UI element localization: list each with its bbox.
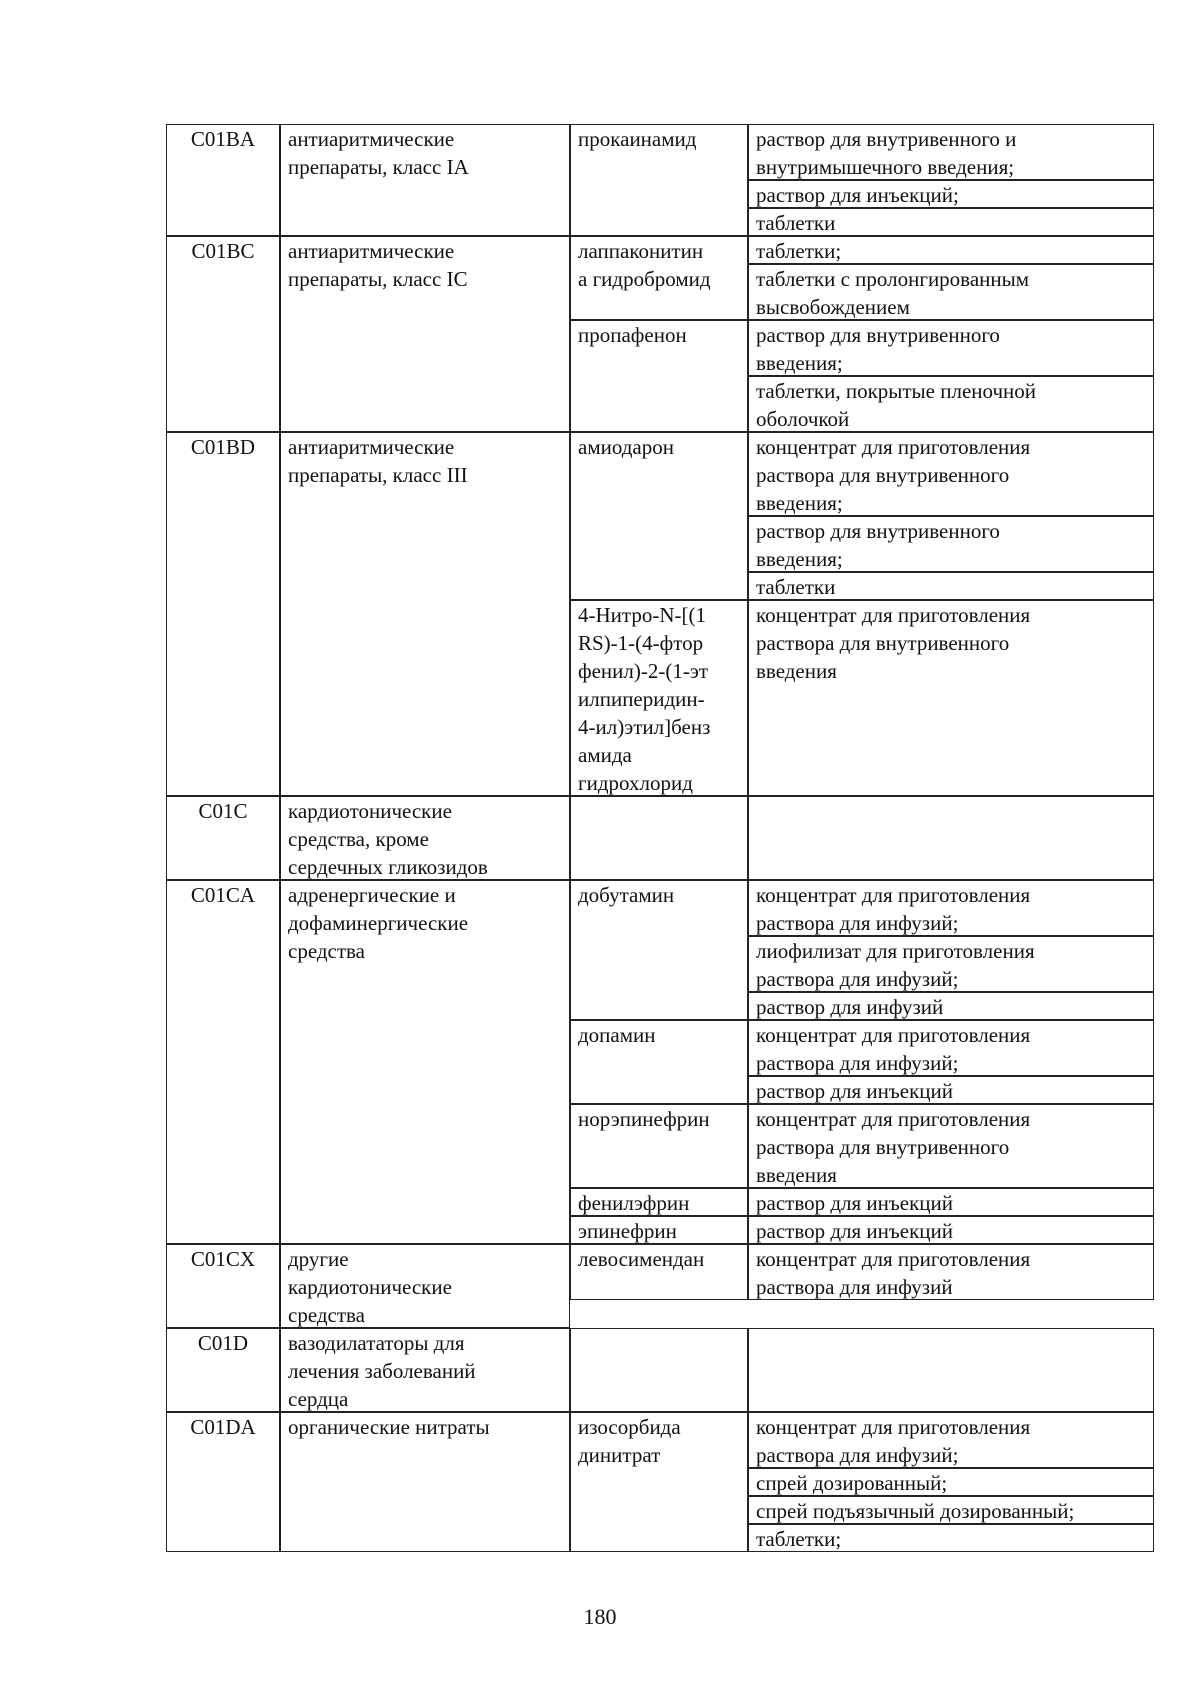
drug-name-cell-line: пропафенон: [578, 323, 687, 347]
dosage-form-cell-line: концентрат для приготовления: [756, 883, 1031, 907]
dosage-form-cell: [748, 992, 1154, 1020]
group-name-cell-line: лечения заболеваний: [288, 1359, 476, 1383]
atc-code-cell-line: C01CA: [190, 883, 256, 907]
dosage-form-cell-line: спрей дозированный;: [756, 1471, 948, 1495]
group-name-cell: [280, 236, 570, 432]
group-name-cell: [280, 124, 570, 236]
dosage-form-cell-line: высвобождением: [756, 295, 910, 319]
drug-name-cell: [570, 124, 748, 236]
drug-name-cell-line: лаппаконитин: [578, 239, 704, 263]
dosage-form-cell: [748, 936, 1154, 992]
drug-name-cell: [570, 236, 748, 320]
drug-name-cell-line: допамин: [578, 1023, 656, 1047]
dosage-form-cell-line: раствора для внутривенного: [756, 1135, 1010, 1159]
group-name-cell-line: сердца: [288, 1387, 349, 1411]
atc-code-cell: [166, 1328, 280, 1412]
atc-code-cell-line: C01C: [198, 799, 248, 823]
atc-code-cell-line: C01BC: [191, 239, 255, 263]
group-name-cell-line: сердечных гликозидов: [288, 855, 488, 879]
dosage-form-cell: [748, 880, 1154, 936]
dosage-form-cell-line: концентрат для приготовления: [756, 1247, 1031, 1271]
drug-name-cell: [570, 1216, 748, 1244]
dosage-form-cell: [748, 1244, 1154, 1300]
dosage-form-cell-line: раствор для внутривенного: [756, 323, 1000, 347]
group-name-cell-line: препараты, класс III: [288, 463, 468, 487]
group-name-cell-line: кардиотонические: [288, 1275, 452, 1299]
dosage-form-cell-line: внутримышечного введения;: [756, 155, 1015, 179]
dosage-form-cell: [748, 208, 1154, 236]
dosage-form-cell: [748, 1188, 1154, 1216]
drug-name-cell-line: амида: [578, 743, 632, 767]
atc-code-cell: [166, 124, 280, 236]
group-name-cell-line: антиаритмические: [288, 435, 455, 459]
dosage-form-cell-line: таблетки;: [756, 239, 842, 263]
dosage-form-cell: [748, 1076, 1154, 1104]
dosage-form-cell-line: таблетки: [756, 211, 836, 235]
atc-code-cell: [166, 1412, 280, 1552]
drug-name-cell: [570, 1104, 748, 1188]
dosage-form-cell: [748, 236, 1154, 264]
drug-name-cell-line: фенил)-2-(1-эт: [578, 659, 709, 683]
atc-code-cell: [166, 1244, 280, 1328]
dosage-form-cell: [748, 376, 1154, 432]
group-name-cell-line: другие: [288, 1247, 349, 1271]
group-name-cell: [280, 880, 570, 1244]
dosage-form-cell: [748, 516, 1154, 572]
drug-name-cell-line: фенилэфрин: [578, 1191, 690, 1215]
drug-name-cell: [570, 1188, 748, 1216]
drug-name-cell: [570, 432, 748, 600]
drug-name-cell-line: прокаинамид: [578, 127, 697, 151]
group-name-cell: [280, 796, 570, 880]
drug-name-cell-line: норэпинефрин: [578, 1107, 710, 1131]
dosage-form-cell-line: концентрат для приготовления: [756, 1107, 1031, 1131]
drug-name-cell-line: 4-ил)этил]бенз: [578, 715, 711, 739]
dosage-form-cell-line: раствора для инфузий;: [756, 1443, 959, 1467]
dosage-form-cell-line: раствора для инфузий;: [756, 1051, 959, 1075]
dosage-form-cell: [748, 1412, 1154, 1468]
group-name-cell-line: адренергические и: [288, 883, 456, 907]
dosage-form-cell: [748, 1524, 1154, 1552]
dosage-form-cell-line: таблетки с пролонгированным: [756, 267, 1030, 291]
dosage-form-cell-line: введения: [756, 1163, 837, 1187]
group-name-cell-line: средства: [288, 939, 366, 963]
dosage-form-cell-line: спрей подъязычный дозированный;: [756, 1499, 1075, 1523]
dosage-form-cell-line: таблетки, покрытые пленочной: [756, 379, 1037, 403]
drug-name-cell-line: гидрохлорид: [578, 771, 693, 795]
dosage-form-cell: [748, 264, 1154, 320]
dosage-form-cell-line: таблетки: [756, 575, 836, 599]
dosage-form-cell-line: раствора для инфузий: [756, 1275, 953, 1299]
dosage-form-cell: [748, 1468, 1154, 1496]
page-number: 180: [583, 1604, 617, 1629]
dosage-form-cell-line: раствор для инъекций: [756, 1191, 953, 1215]
group-name-cell-line: препараты, класс IC: [288, 267, 468, 291]
dosage-form-cell: [748, 1020, 1154, 1076]
dosage-form-cell-line: раствор для инъекций: [756, 1219, 953, 1243]
group-name-cell-line: кардиотонические: [288, 799, 452, 823]
dosage-form-cell: [748, 600, 1154, 796]
dosage-form-cell: [748, 432, 1154, 516]
dosage-form-cell-line: концентрат для приготовления: [756, 603, 1031, 627]
group-name-cell: [280, 1412, 570, 1552]
dosage-form-cell-line: раствор для инъекций: [756, 1079, 953, 1103]
drug-name-cell: [570, 1020, 748, 1104]
drug-name-cell-line: левосимендан: [578, 1247, 705, 1271]
group-name-cell-line: средства, кроме: [288, 827, 429, 851]
group-name-cell-line: препараты, класс IA: [288, 155, 469, 179]
dosage-form-cell-line: введения;: [756, 547, 843, 571]
group-name-cell-line: вазодилататоры для: [288, 1331, 465, 1355]
dosage-form-cell: [748, 124, 1154, 180]
dosage-form-cell: [748, 1328, 1154, 1412]
atc-code-cell-line: C01D: [197, 1331, 249, 1355]
group-name-cell-line: дофаминергические: [288, 911, 469, 935]
group-name-cell-line: органические нитраты: [288, 1415, 490, 1439]
dosage-form-cell: [748, 180, 1154, 208]
drug-name-cell-line: амиодарон: [578, 435, 674, 459]
dosage-form-cell: [748, 320, 1154, 376]
dosage-form-cell-line: введения;: [756, 351, 843, 375]
drug-name-cell-line: RS)-1-(4-фтор: [578, 631, 704, 655]
drug-name-cell-line: добутамин: [578, 883, 675, 907]
group-name-cell: [280, 1244, 570, 1328]
drug-name-cell: [570, 1412, 748, 1552]
dosage-form-cell-line: раствор для внутривенного: [756, 519, 1000, 543]
dosage-form-cell-line: концентрат для приготовления: [756, 435, 1031, 459]
dosage-form-cell: [748, 1104, 1154, 1188]
group-name-cell-line: средства: [288, 1303, 366, 1327]
dosage-form-cell-line: концентрат для приготовления: [756, 1415, 1031, 1439]
dosage-form-cell-line: введения: [756, 659, 837, 683]
drug-name-cell-line: 4-Нитро-N-[(1: [578, 603, 706, 627]
dosage-form-cell-line: раствора для внутривенного: [756, 463, 1010, 487]
dosage-form-cell-line: лиофилизат для приготовления: [756, 939, 1035, 963]
drug-name-cell: [570, 1328, 748, 1412]
atc-code-cell-line: C01BA: [190, 127, 256, 151]
dosage-form-cell-line: раствор для инъекций;: [756, 183, 959, 207]
dosage-form-cell: [748, 1216, 1154, 1244]
atc-code-cell: [166, 236, 280, 432]
drug-name-cell: [570, 600, 748, 796]
dosage-form-cell-line: концентрат для приготовления: [756, 1023, 1031, 1047]
drug-name-cell-line: эпинефрин: [578, 1219, 677, 1243]
dosage-form-cell: [748, 1496, 1154, 1524]
dosage-form-cell-line: раствор для инфузий: [756, 995, 944, 1019]
atc-code-cell: [166, 796, 280, 880]
drug-name-cell-line: изосорбида: [578, 1415, 681, 1439]
group-name-cell-line: антиаритмические: [288, 239, 455, 263]
group-name-cell-line: антиаритмические: [288, 127, 455, 151]
atc-code-cell-line: C01CX: [190, 1247, 256, 1271]
drug-name-cell-line: а гидробромид: [578, 267, 711, 291]
atc-code-cell: [166, 880, 280, 1244]
drug-name-cell: [570, 320, 748, 432]
drug-name-cell-line: илпиперидин-: [578, 687, 705, 711]
dosage-form-cell-line: введения;: [756, 491, 843, 515]
dosage-form-cell-line: раствор для внутривенного и: [756, 127, 1017, 151]
atc-code-cell-line: C01BD: [190, 435, 256, 459]
drug-name-cell: [570, 796, 748, 880]
group-name-cell: [280, 432, 570, 796]
dosage-form-cell: [748, 572, 1154, 600]
dosage-form-cell-line: раствора для инфузий;: [756, 967, 959, 991]
dosage-form-cell-line: таблетки;: [756, 1527, 842, 1551]
atc-code-cell-line: C01DA: [190, 1415, 256, 1439]
dosage-form-cell: [748, 796, 1154, 880]
drug-name-cell: [570, 1244, 748, 1300]
drug-name-cell-line: динитрат: [578, 1443, 661, 1467]
atc-code-cell: [166, 432, 280, 796]
dosage-form-cell-line: оболочкой: [756, 407, 850, 431]
dosage-form-cell-line: раствора для инфузий;: [756, 911, 959, 935]
group-name-cell: [280, 1328, 570, 1412]
drug-name-cell: [570, 880, 748, 1020]
dosage-form-cell-line: раствора для внутривенного: [756, 631, 1010, 655]
